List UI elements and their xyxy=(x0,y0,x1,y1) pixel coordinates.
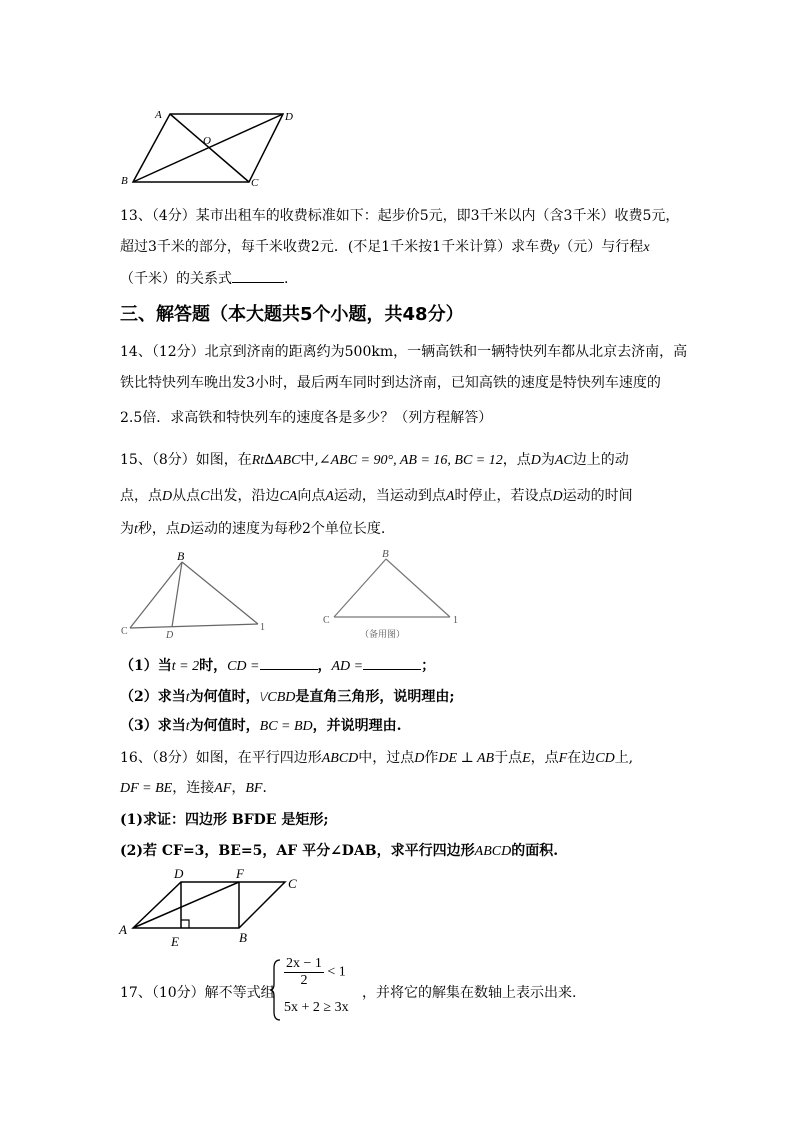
diagonal-bd xyxy=(133,114,283,182)
label-d: D xyxy=(285,111,293,123)
q13-line2: 超过3千米的部分，每千米收费2元．(不足1千米按1千米计算）求车费y（元）与行程x xyxy=(120,239,650,255)
q15-sub1: （1）当t = 2时，CD = ，AD = ； xyxy=(120,655,680,677)
segment-af xyxy=(133,882,239,928)
label-c: C xyxy=(288,876,297,891)
fraction: $\frac{2x - 1}{2}$ xyxy=(286,956,322,988)
system-brace xyxy=(270,958,282,1022)
section-title: 三、解答题（本大题共5个小题，共48分） xyxy=(120,304,464,325)
label-a: 1 xyxy=(453,615,458,626)
q14-line3: 2.5倍．求高铁和特快列车的速度各是多少？（列方程解答） xyxy=(120,410,493,426)
q15-sub2: （2）求当t为何值时，\/CBD是直角三角形，说明理由; xyxy=(120,689,455,705)
q13-line1: 13、（4分）某市出租车的收费标准如下：起步价5元，即3千米以内（含3千米）收费5元， xyxy=(120,208,680,224)
backup-triangle-figure-q15 xyxy=(320,545,465,645)
q16-part1: (1)求证：四边形 BFDE 是矩形; xyxy=(120,812,329,828)
inequality-1: $\frac{2x - 1}{2}$ < 1 xyxy=(286,956,346,988)
label-b: B xyxy=(382,548,389,560)
q16-line1: 16、（8分）如图，在平行四边形ABCD中，过点D作DE ⊥ AB于点E，点F在边CD上, xyxy=(120,750,634,766)
label-e: E xyxy=(171,934,179,949)
label-b: B xyxy=(177,549,185,563)
backup-caption: （备用图） xyxy=(360,629,406,639)
q13-line3: （千米）的关系式 . xyxy=(120,268,680,289)
label-c: C xyxy=(323,615,330,626)
inequality-2: 5x + 2 ≥ 3x xyxy=(284,1000,349,1015)
side-ca xyxy=(130,624,258,628)
label-a: 1 xyxy=(260,622,265,633)
label-c: C xyxy=(121,626,128,637)
label-a: A xyxy=(155,109,162,121)
parallelogram-figure-q16 xyxy=(115,862,315,952)
q14-line1: 14、（12分）北京到济南的距离约为500km，一辆高铁和一辆特快列车都从北京去济南，高 xyxy=(120,344,688,360)
label-a: A xyxy=(119,922,127,937)
q15-sub3: （3）求当t为何值时，BC = BD，并说明理由. xyxy=(120,718,402,734)
q15-line3: 为t秒，点D运动的速度为每秒2个单位长度. xyxy=(120,521,386,537)
q17-suffix: ，并将它的解集在数轴上表示出来. xyxy=(362,985,577,1001)
label-c: C xyxy=(251,177,259,189)
parallelogram-figure-q12 xyxy=(115,100,305,192)
side-cb xyxy=(334,559,386,617)
q17-prefix: 17、（10分）解不等式组 xyxy=(120,985,275,1001)
triangle-symbol: ∆ xyxy=(264,452,274,468)
triangle-figure-q15 xyxy=(118,548,268,643)
segment-bd xyxy=(172,562,182,627)
q16-part2: (2)若 CF=3，BE=5，AF 平分∠DAB，求平行四边形ABCD的面积. xyxy=(120,843,559,859)
label-b: B xyxy=(239,930,247,945)
label-o: O xyxy=(203,135,211,147)
side-ba xyxy=(386,559,450,617)
q14-line2: 铁比特快列车晚出发3小时，最后两车同时到达济南，已知高铁的速度是特快列车速度的 xyxy=(120,375,661,391)
answer-blank[interactable] xyxy=(232,268,284,283)
side-ba xyxy=(182,562,258,624)
label-d: D xyxy=(174,866,184,881)
label-b: B xyxy=(121,175,128,187)
side-cb xyxy=(130,562,182,628)
label-f: F xyxy=(236,866,244,881)
cd-answer-blank[interactable] xyxy=(260,655,318,670)
q16-line2: DF = BE，连接AF，BF． xyxy=(120,780,277,796)
label-d: D xyxy=(166,630,174,641)
parallelogram-abcd xyxy=(133,882,285,928)
q15-line2: 点，点D从点C出发，沿边CA向点A运动，当运动到点A时停止，若设点D运动的时间 xyxy=(120,488,633,504)
ad-answer-blank[interactable] xyxy=(363,655,421,670)
right-angle-mark xyxy=(181,920,189,928)
q15-line1: 15、（8分）如图，在Rt∆ABC中,∠ABC = 90°, AB = 16, BC = 12，点D为AC边上的动 xyxy=(120,452,629,468)
